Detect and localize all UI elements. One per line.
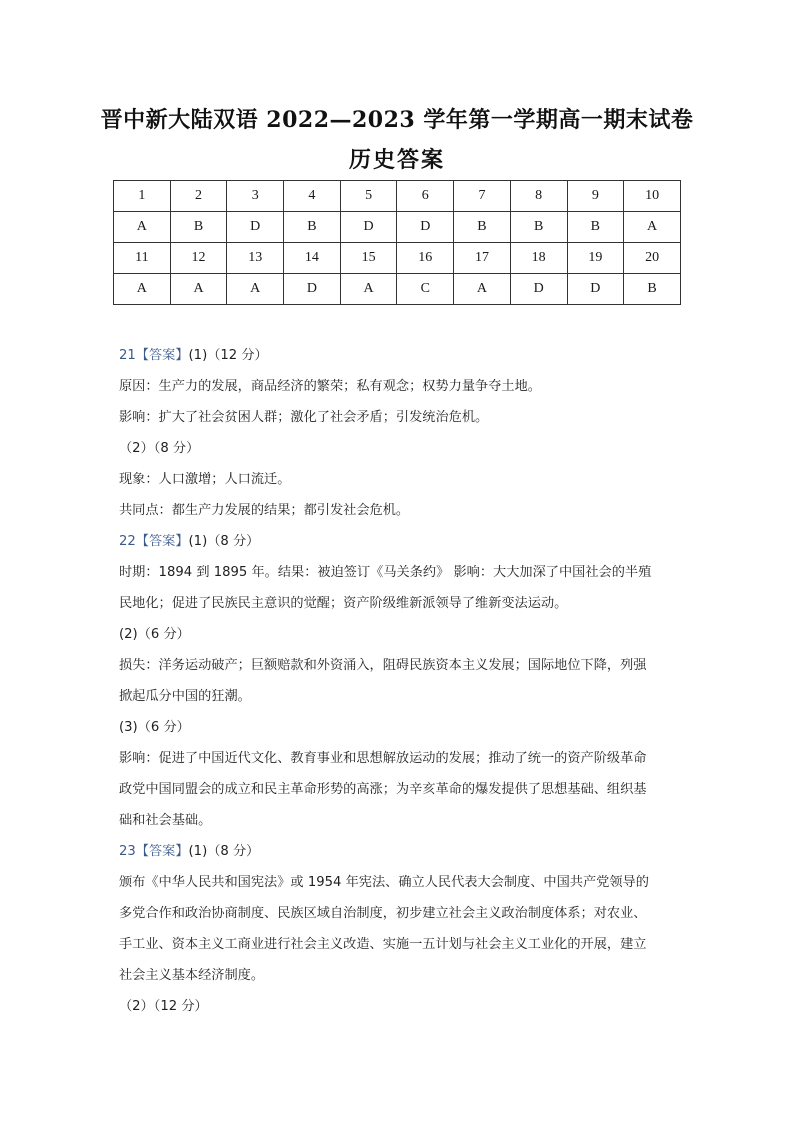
answer-cell: A [340,274,397,305]
answer-cell: A [227,274,284,305]
line-text: 础和社会基础。 [119,813,212,828]
answer-cell: B [624,274,681,305]
question-number-cell: 6 [397,181,454,212]
answer-line [119,867,679,898]
answer-row [114,274,681,305]
question-number-cell: 8 [510,181,567,212]
answer-cell: B [170,212,227,243]
answer-cell: D [227,212,284,243]
answer-cell: D [284,274,341,305]
answer-line [119,929,679,960]
answer-cell: B [454,212,511,243]
question-number-cell: 15 [340,243,397,274]
line-text: 影响：促进了中国近代文化、教育事业和思想解放运动的发展；推动了统一的资产阶级革命 [119,751,647,766]
document-subtitle: 历史答案 [348,147,445,173]
answer-cell: B [567,212,624,243]
line-text: 民地化；促进了民族民主意识的觉醒；资产阶级维新派领导了维新变法运动。 [119,596,568,611]
question-number-cell: 7 [454,181,511,212]
line-text: 时期：1894 到 1895 年。结果：被迫签订《马关条约》 影响：大大加深了中国社会的半殖 [119,565,652,580]
question-label: 22【答案】 [119,534,189,549]
answer-line [119,588,679,619]
answer-line [119,402,679,433]
answer-heading [119,526,679,557]
answer-line [119,743,679,774]
line-text: 原因：生产力的发展，商品经济的繁荣；私有观念；权势力量争夺土地。 [119,379,541,394]
question-number-cell: 2 [170,181,227,212]
line-text: 共同点：都生产力发展的结果；都引发社会危机。 [119,503,410,518]
answer-cell: A [454,274,511,305]
question-number-cell: 10 [624,181,681,212]
line-text: （2）（8 分） [119,441,200,456]
answer-cell: A [114,274,171,305]
question-number-cell: 17 [454,243,511,274]
question-number-row [114,181,681,212]
question-number-cell: 18 [510,243,567,274]
answer-line [119,650,679,681]
answer-line [119,898,679,929]
question-number-cell: 16 [397,243,454,274]
answer-line [119,960,679,991]
answer-line [119,774,679,805]
answer-line [119,681,679,712]
answer-line [119,371,679,402]
line-text: (2)（6 分） [119,627,190,642]
answer-line [119,619,679,650]
answer-cell: A [624,212,681,243]
question-number-cell: 5 [340,181,397,212]
line-text: (1)（12 分） [188,348,268,363]
answer-table [113,180,681,305]
question-number-cell: 1 [114,181,171,212]
answer-cell: D [567,274,624,305]
answer-heading [119,836,679,867]
question-number-cell: 9 [567,181,624,212]
answer-content [119,340,679,1022]
document-title: 晋中新大陆双语 2022—2023 学年第一学期高一期末试卷 [100,107,694,133]
line-text: 多党合作和政治协商制度、民族区域自治制度，初步建立社会主义政治制度体系；对农业、 [119,906,647,921]
line-text: (3)（6 分） [119,720,190,735]
answer-line [119,433,679,464]
answer-line [119,805,679,836]
line-text: (1)（8 分） [188,534,260,549]
line-text: 颁布《中华人民共和国宪法》或 1954 年宪法、确立人民代表大会制度、中国共产党领导的 [119,875,649,890]
line-text: 社会主义基本经济制度。 [119,968,265,983]
question-number-cell: 12 [170,243,227,274]
question-number-row [114,243,681,274]
line-text: (1)（8 分） [188,844,260,859]
question-number-cell: 11 [114,243,171,274]
question-number-cell: 20 [624,243,681,274]
answer-cell: D [397,212,454,243]
answer-row [114,212,681,243]
question-number-cell: 14 [284,243,341,274]
answer-cell: D [510,274,567,305]
answer-line [119,464,679,495]
answer-cell: A [170,274,227,305]
line-text: （2）（12 分） [119,999,208,1014]
line-text: 政党中国同盟会的成立和民主革命形势的高涨；为辛亥革命的爆发提供了思想基础、组织基 [119,782,647,797]
answer-cell: C [397,274,454,305]
answer-line [119,495,679,526]
answer-line [119,557,679,588]
answer-cell: B [510,212,567,243]
answer-cell: D [340,212,397,243]
line-text: 损失：洋务运动破产；巨额赔款和外资涌入，阻碍民族资本主义发展；国际地位下降，列强 [119,658,647,673]
line-text: 掀起瓜分中国的狂潮。 [119,689,251,704]
answer-cell: A [114,212,171,243]
question-number-cell: 4 [284,181,341,212]
question-label: 23【答案】 [119,844,189,859]
answer-line [119,712,679,743]
question-number-cell: 3 [227,181,284,212]
line-text: 现象：人口激增；人口流迁。 [119,472,291,487]
answer-line [119,991,679,1022]
question-number-cell: 19 [567,243,624,274]
question-label: 21【答案】 [119,348,189,363]
answer-heading [119,340,679,371]
question-number-cell: 13 [227,243,284,274]
line-text: 手工业、资本主义工商业进行社会主义改造、实施一五计划与社会主义工业化的开展，建立 [119,937,647,952]
line-text: 影响：扩大了社会贫困人群；激化了社会矛盾；引发统治危机。 [119,410,489,425]
answer-cell: B [284,212,341,243]
